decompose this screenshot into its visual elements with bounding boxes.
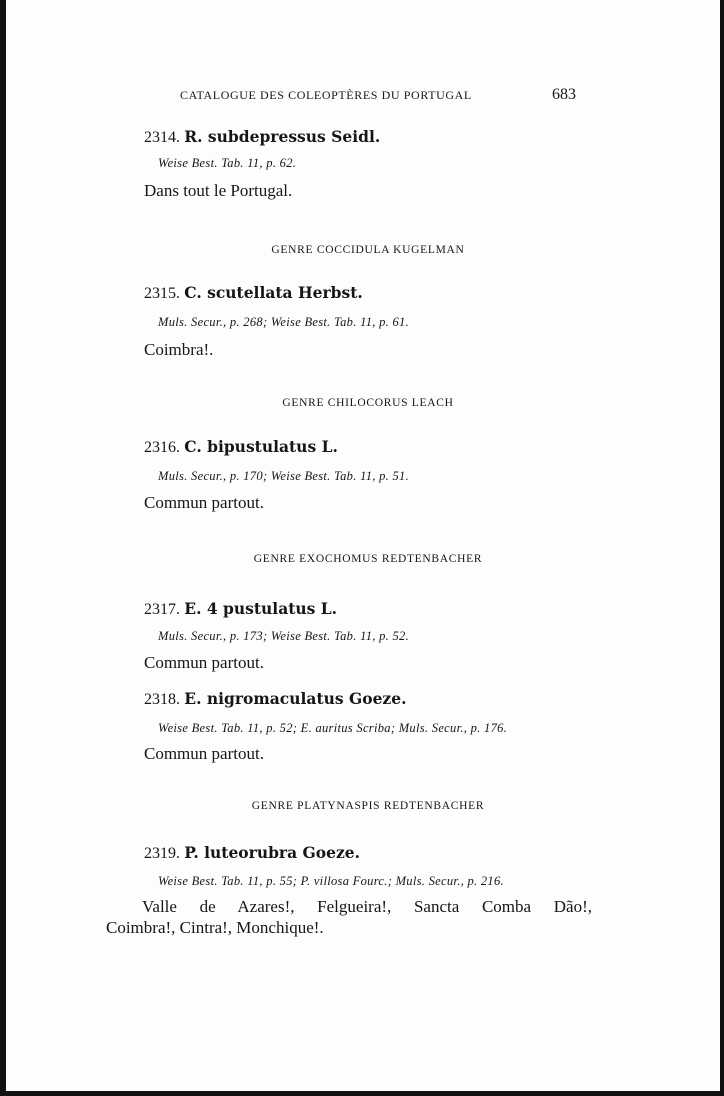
genus-heading-text: GENRE COCCIDULA KUGELMAN — [271, 244, 465, 256]
locality-text: Dans tout le Portugal. — [144, 181, 293, 200]
species-number: 2319. — [144, 845, 180, 862]
reference-text: Muls. Secur., p. 170; Weise Best. Tab. 11, p. 51. — [158, 469, 410, 483]
species-number: 2315. — [144, 285, 180, 302]
species-number: 2317. — [144, 601, 180, 618]
genus-heading — [6, 244, 724, 256]
bibliographic-reference — [158, 874, 504, 889]
locality-line: Valle de Azares!, Felgueira!, Sancta Comba Dão!, — [142, 897, 592, 916]
species-number: 2314. — [144, 129, 180, 146]
species-name: R. subdepressus Seidl. — [184, 127, 381, 146]
running-head — [6, 86, 724, 106]
bibliographic-reference — [158, 156, 296, 171]
bibliographic-reference — [158, 629, 409, 644]
bibliographic-reference — [158, 469, 409, 484]
genus-heading-text: GENRE PLATYNASPIS REDTENBACHER — [251, 800, 485, 812]
genus-heading — [6, 397, 724, 409]
species-number: 2318. — [144, 691, 180, 708]
genus-heading-text: GENRE EXOCHOMUS REDTENBACHER — [253, 553, 483, 565]
page-number: 683 — [552, 86, 576, 103]
genus-heading-text: GENRE CHILOCORUS LEACH — [282, 397, 454, 409]
species-heading — [144, 127, 380, 147]
species-name: C. scutellata Herbst. — [184, 283, 363, 302]
species-heading — [144, 843, 360, 863]
bibliographic-reference — [158, 315, 409, 330]
genus-heading — [6, 553, 724, 565]
locality-text: Commun partout. — [144, 493, 264, 512]
running-head-title: CATALOGUE DES COLEOPTÈRES DU PORTUGAL — [180, 88, 472, 102]
locality-text: Commun partout. — [144, 653, 264, 672]
species-name: P. luteorubra Goeze. — [184, 843, 361, 862]
species-name: E. 4 pustulatus L. — [184, 599, 338, 618]
locality-line: Coimbra!, Cintra!, Monchique!. — [106, 918, 324, 937]
species-heading — [144, 283, 363, 303]
species-name: E. nigromaculatus Goeze. — [184, 689, 407, 708]
locality-text: Commun partout. — [144, 744, 264, 763]
genus-heading — [6, 800, 724, 812]
species-name: C. bipustulatus L. — [184, 437, 338, 456]
species-heading — [144, 599, 337, 619]
reference-text: Muls. Secur., p. 268; Weise Best. Tab. 11, p. 61. — [158, 315, 410, 329]
bibliographic-reference — [158, 721, 507, 736]
locality-text — [106, 896, 592, 938]
reference-text: Weise Best. Tab. 11, p. 55; P. villosa Fourc.; Muls. Secur., p. 216. — [158, 874, 504, 888]
species-heading — [144, 437, 338, 457]
species-number: 2316. — [144, 439, 180, 456]
reference-text: Weise Best. Tab. 11, p. 52; E. auritus Scriba; Muls. Secur., p. 176. — [158, 721, 508, 735]
reference-text: Muls. Secur., p. 173; Weise Best. Tab. 11, p. 52. — [158, 629, 410, 643]
reference-text: Weise Best. Tab. 11, p. 62. — [158, 156, 297, 170]
species-heading — [144, 689, 407, 709]
locality-text: Coimbra!. — [144, 340, 214, 359]
